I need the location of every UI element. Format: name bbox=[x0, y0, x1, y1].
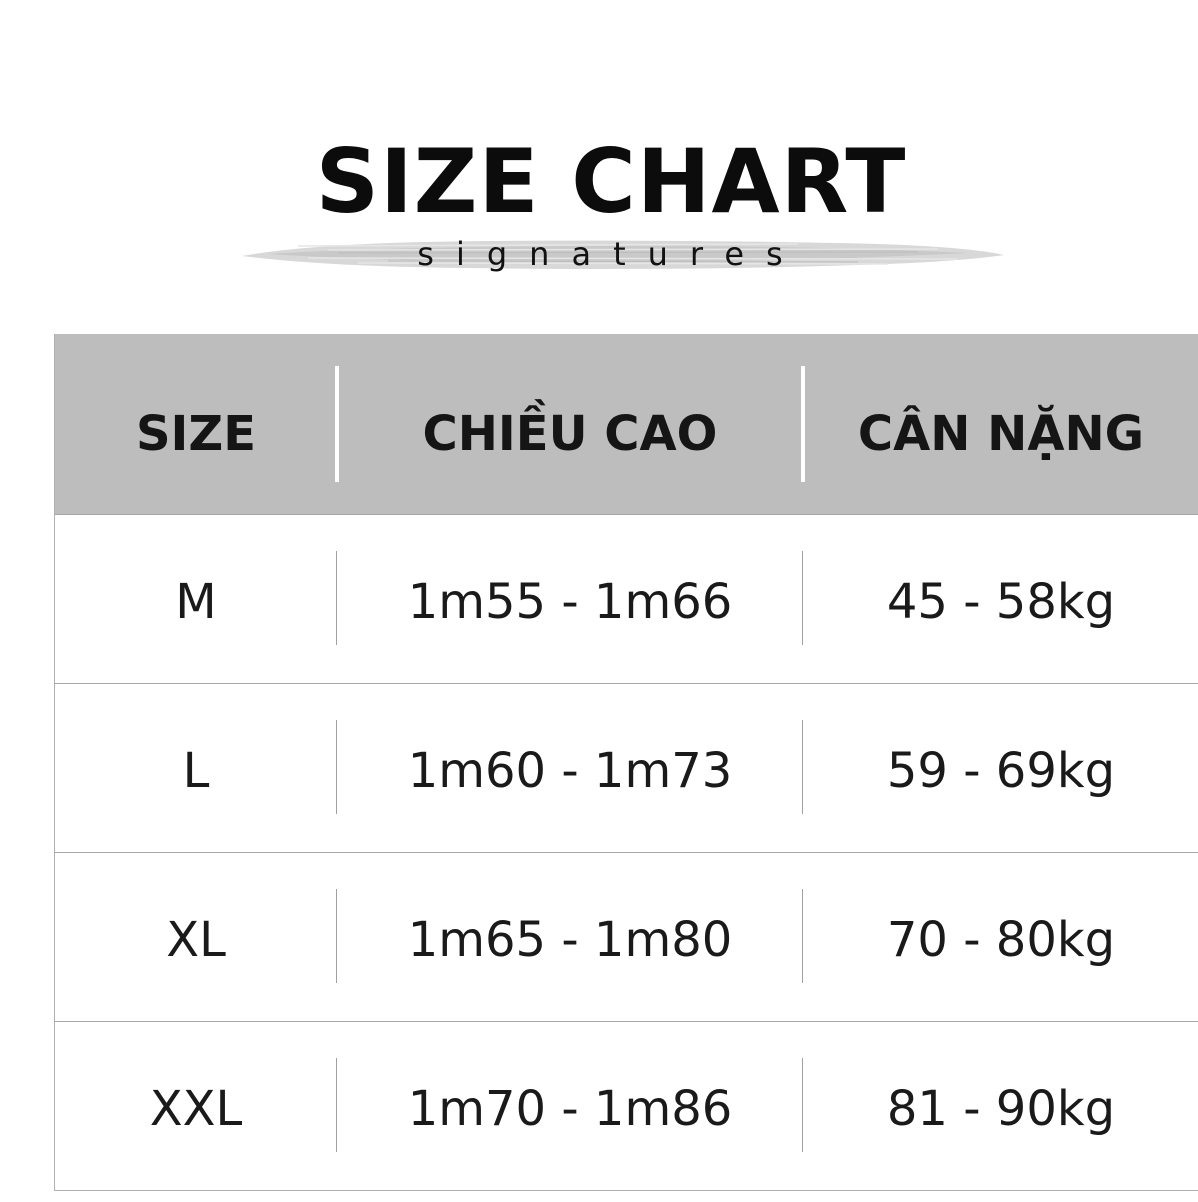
size-cell: XXL bbox=[149, 1081, 243, 1137]
subtitle: signatures bbox=[417, 235, 805, 273]
height-cell: 1m65 - 1m80 bbox=[407, 912, 733, 968]
height-cell: 1m55 - 1m66 bbox=[407, 574, 733, 630]
page-title: SIZE CHART bbox=[315, 130, 907, 233]
column-header-size: SIZE bbox=[135, 406, 257, 462]
table-header-row bbox=[55, 334, 1198, 514]
weight-cell: 70 - 80kg bbox=[886, 912, 1116, 968]
table-row bbox=[55, 1021, 1198, 1189]
table-row bbox=[55, 852, 1198, 1020]
table-row bbox=[55, 514, 1198, 682]
height-cell: 1m60 - 1m73 bbox=[407, 743, 733, 799]
table-row bbox=[55, 683, 1198, 851]
weight-cell: 81 - 90kg bbox=[886, 1081, 1116, 1137]
column-header-height: CHIỀU CAO bbox=[422, 406, 718, 462]
size-cell: XL bbox=[166, 912, 226, 968]
size-cell: L bbox=[182, 743, 210, 799]
weight-cell: 59 - 69kg bbox=[886, 743, 1116, 799]
weight-cell: 45 - 58kg bbox=[886, 574, 1116, 630]
size-cell: M bbox=[175, 574, 217, 630]
column-header-weight: CÂN NẶNG bbox=[857, 406, 1145, 462]
height-cell: 1m70 - 1m86 bbox=[407, 1081, 733, 1137]
size-table bbox=[54, 334, 1198, 1191]
